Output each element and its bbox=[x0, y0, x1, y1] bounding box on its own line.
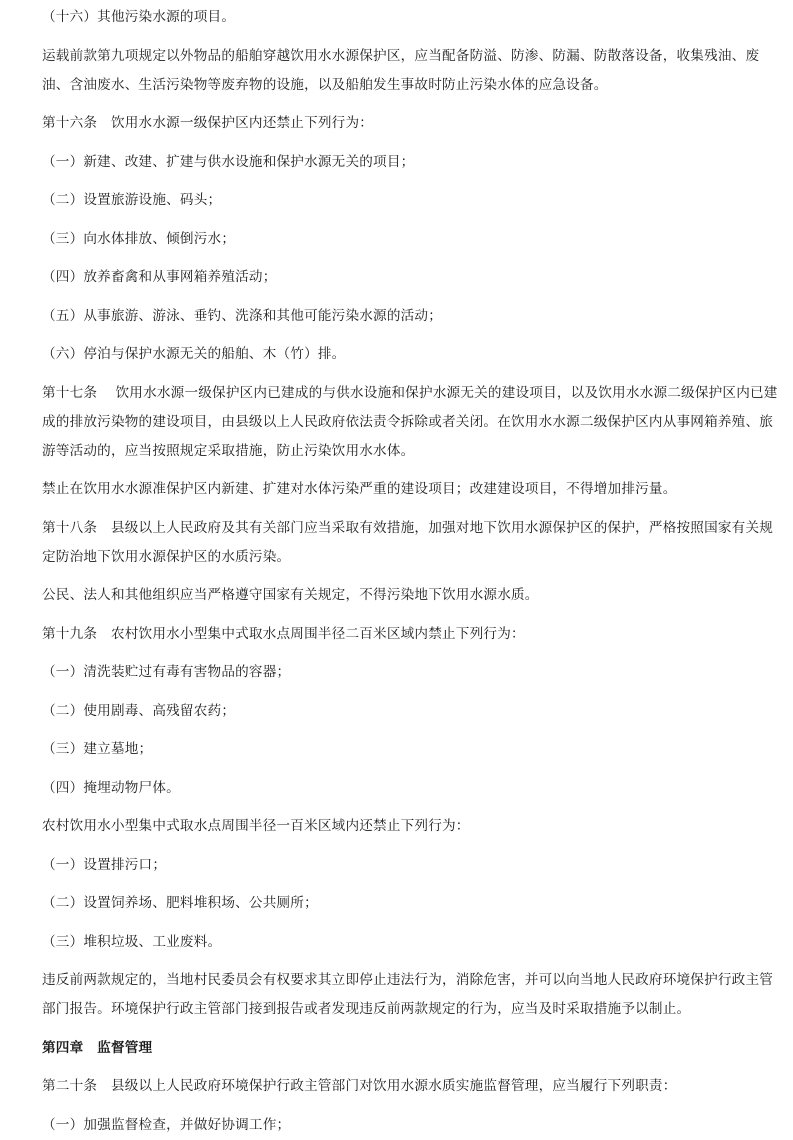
list-item: （二）使用剧毒、高残留农药； bbox=[42, 702, 236, 719]
article-18: 第十八条 县级以上人民政府及其有关部门应当采取有效措施，加强对地下饮用水源保护区的保护，严格按照国家有关规定防治地下饮用水源保护区的水质污染。 bbox=[42, 519, 774, 565]
paragraph-prohibition: 禁止在饮用水水源准保护区内新建、扩建对水体污染严重的建设项目；改建建设项目，不得增加排污量。 bbox=[42, 481, 677, 497]
chapter-heading: 第四章 监督管理 bbox=[42, 1039, 153, 1056]
paragraph-item-16: （十六）其他污染水源的项目。 bbox=[42, 9, 236, 25]
list-item: （三）建立墓地； bbox=[42, 741, 153, 757]
list-item: （五）从事旅游、游泳、垂钓、洗涤和其他可能污染水源的活动； bbox=[42, 307, 443, 324]
list-item: （四）放养畜禽和从事网箱养殖活动； bbox=[42, 269, 277, 285]
list-item: （二）设置旅游设施、码头； bbox=[42, 192, 222, 208]
paragraph-ship-equipment: 运载前款第九项规定以外物品的船舶穿越饮用水水源保护区，应当配备防溢、防渗、防漏、防散落设备，收集残油、废油、含油废水、生活污染物等废弃物的设施，以及船舶发生事故时防止污染水体的应急设备。 bbox=[42, 47, 760, 93]
list-item: （四）掩埋动物尸体。 bbox=[42, 779, 180, 796]
list-item: （二）设置饲养场、肥料堆积场、公共厕所； bbox=[42, 895, 318, 911]
paragraph-citizens: 公民、法人和其他组织应当严格遵守国家有关规定，不得污染地下饮用水源水质。 bbox=[42, 587, 539, 603]
list-item: （一）设置排污口； bbox=[42, 856, 167, 873]
article-19: 第十九条 农村饮用水小型集中式取水点周围半径二百米区域内禁止下列行为： bbox=[42, 625, 525, 642]
paragraph-rural-100m: 农村饮用水小型集中式取水点周围半径一百米区域内还禁止下列行为： bbox=[42, 818, 470, 834]
list-item: （一）清洗装贮过有毒有害物品的容器； bbox=[42, 664, 291, 680]
list-item: （六）停泊与保护水源无关的船舶、木（竹）排。 bbox=[42, 346, 346, 362]
list-item: （三）向水体排放、倾倒污水； bbox=[42, 230, 236, 247]
paragraph-violation: 违反前两款规定的，当地村民委员会有权要求其立即停止违法行为，消除危害，并可以向当地人民政府环境保护行政主管部门报告。环境保护行政主管部门接到报告或者发现违反前两款规定的行为，应当及时采取措施予以制止。 bbox=[42, 972, 774, 1017]
list-item: （一）加强监督检查，并做好协调工作； bbox=[42, 1116, 291, 1133]
article-16: 第十六条 饮用水水源一级保护区内还禁止下列行为： bbox=[42, 115, 374, 131]
list-item: （三）堆积垃圾、工业废料。 bbox=[42, 933, 222, 950]
article-17: 第十七条 饮用水水源一级保护区内已建成的与供水设施和保护水源无关的建设项目，以及饮用水水源二级保护区内已建成的排放污染物的建设项目，由县级以上人民政府依法责令拆除或者关闭。在饮用水水源二级保护区内从事网箱养殖、旅游等活动的，应当按照规定采取措施，防止污染饮用水水体。 bbox=[42, 384, 778, 459]
article-20: 第二十条 县级以上人民政府环境保护行政主管部门对饮用水源水质实施监督管理，应当履行下列职责： bbox=[42, 1078, 677, 1094]
list-item: （一）新建、改建、扩建与供水设施和保护水源无关的项目； bbox=[42, 153, 415, 170]
